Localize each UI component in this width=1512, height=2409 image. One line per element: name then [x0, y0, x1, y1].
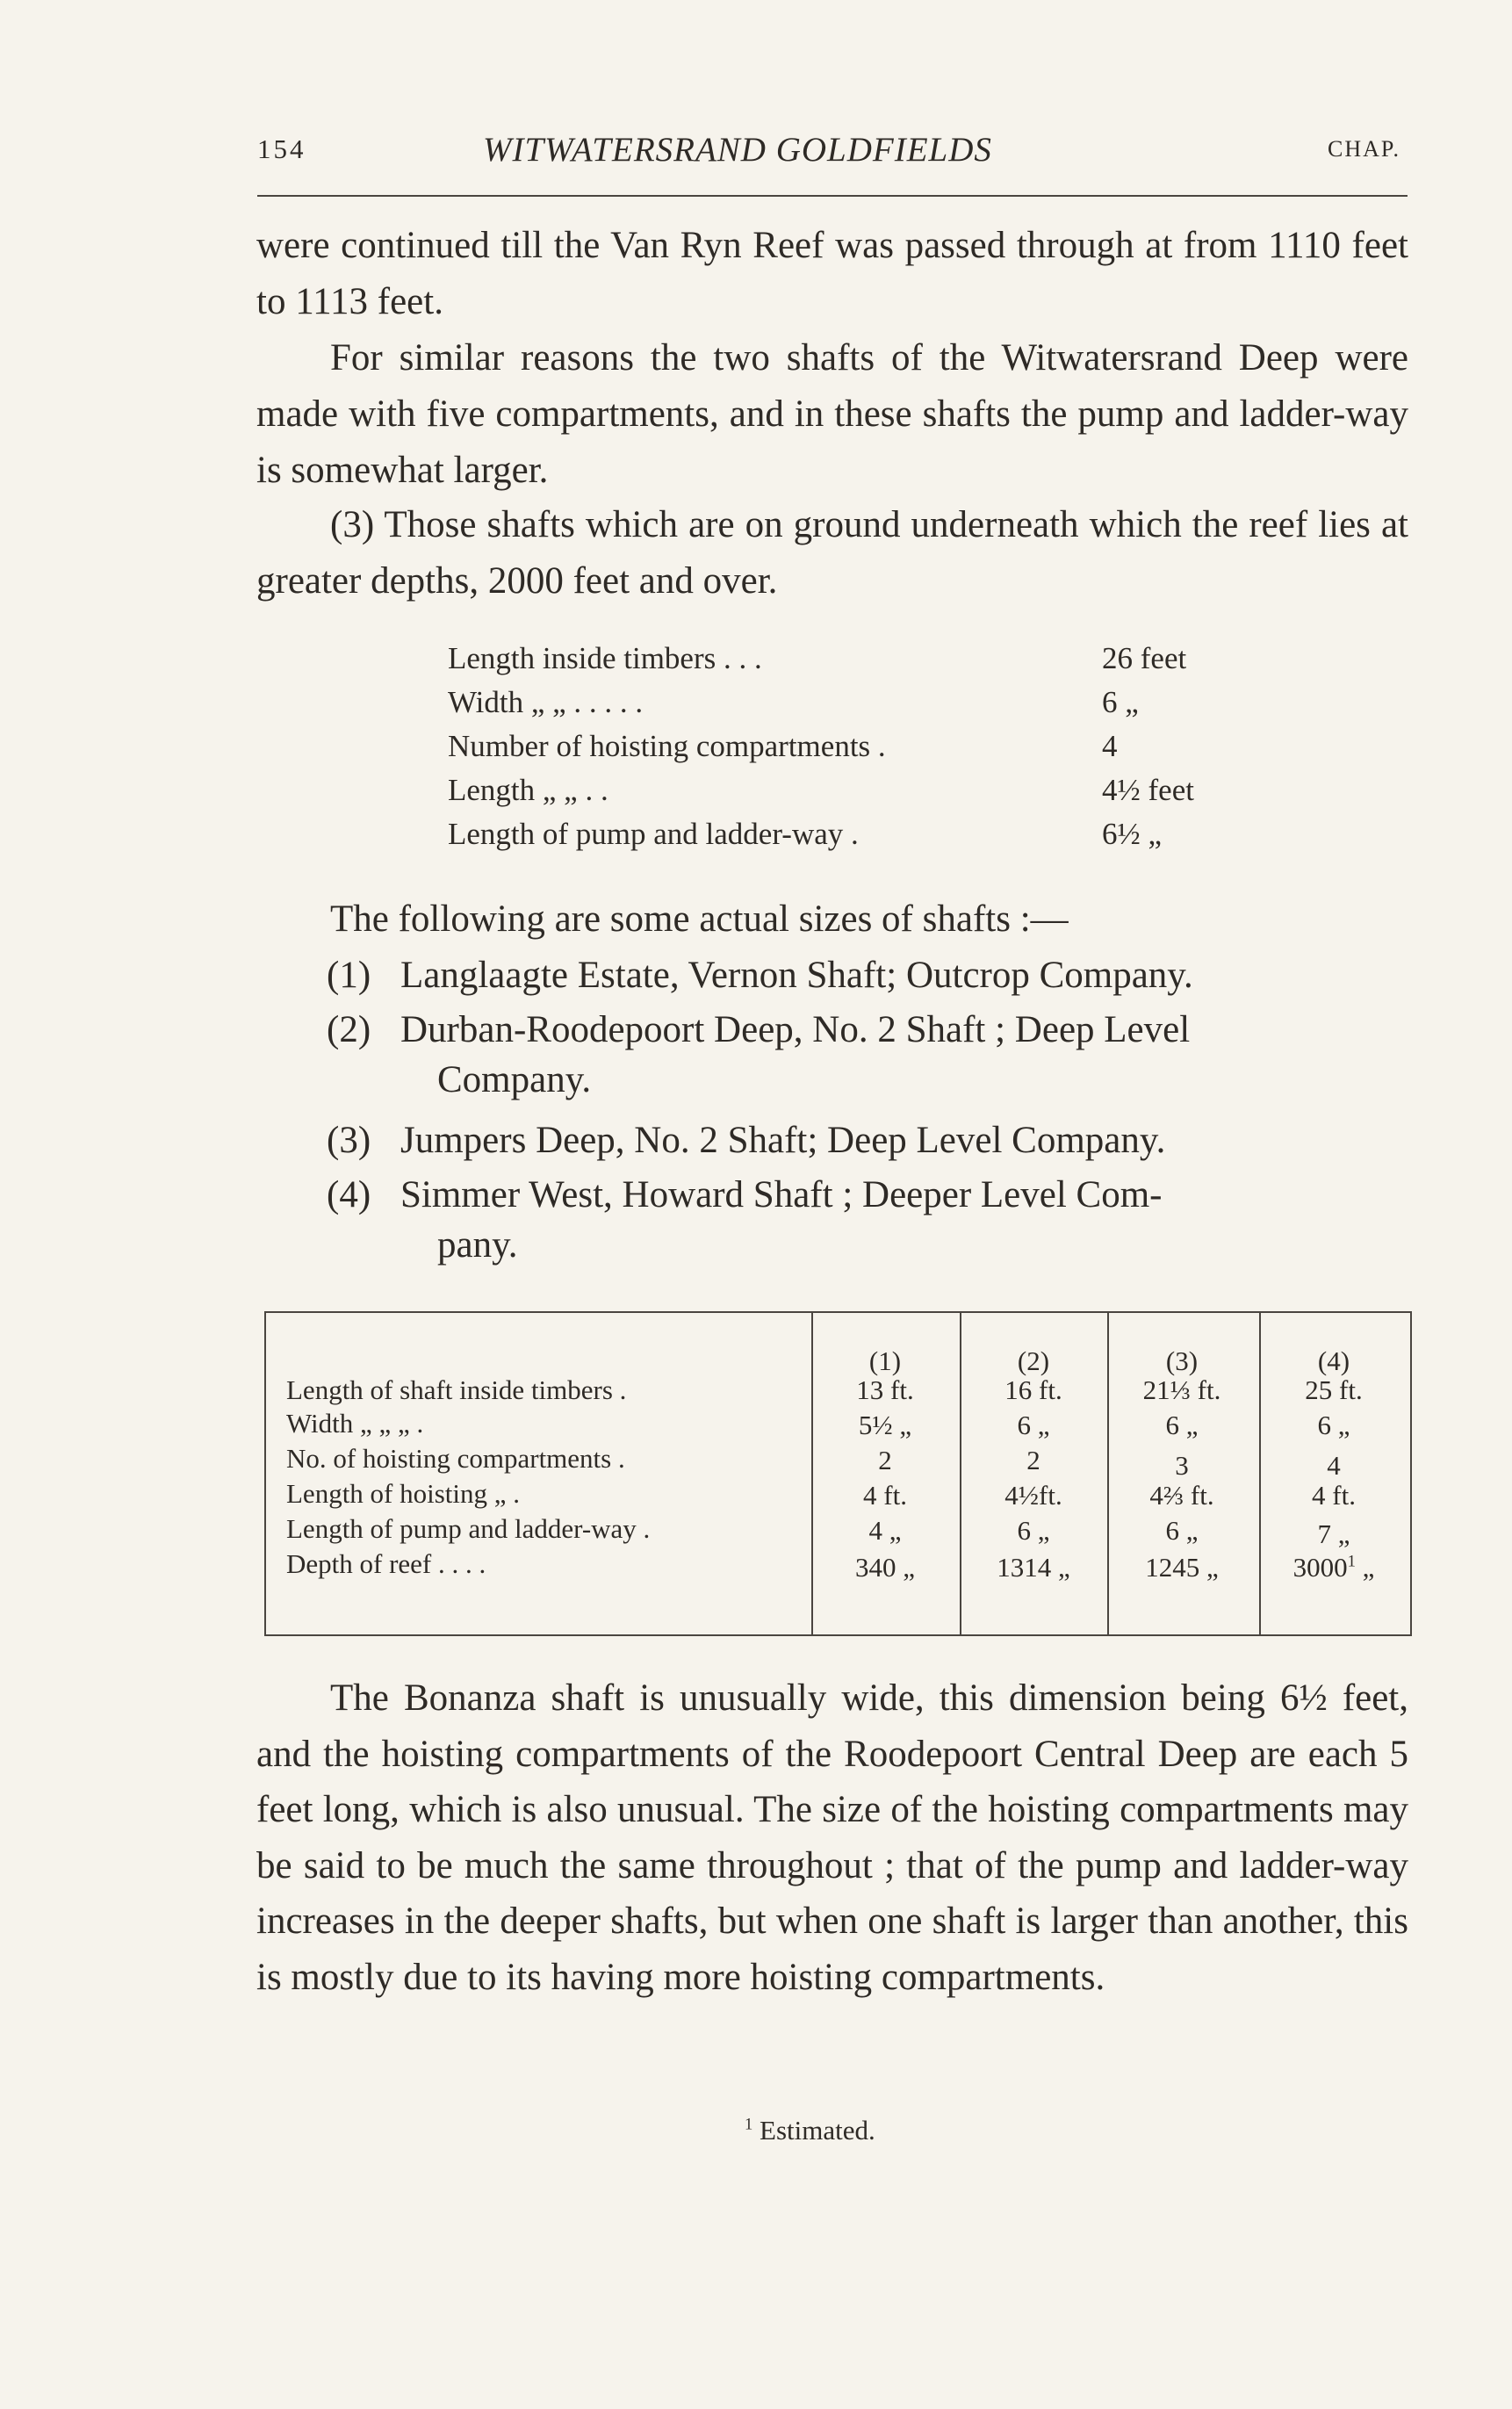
- footnote-marker: 1: [1347, 1552, 1356, 1571]
- table-cell: 4 ft.: [863, 1480, 907, 1511]
- dimension-value: 4½ feet: [1102, 773, 1194, 807]
- footnote-text: Estimated.: [760, 2115, 875, 2146]
- table-cell: 6 „: [1017, 1410, 1050, 1440]
- dimension-label: Width „ „ . . . . .: [448, 685, 644, 719]
- list-item: [327, 1168, 1408, 1223]
- table-row-label: Depth of reef . . . .: [286, 1548, 486, 1579]
- table-cell: 4: [1327, 1450, 1341, 1481]
- table-cell: 340 „: [854, 1552, 915, 1583]
- table-cell: 21⅓ ft.: [1142, 1374, 1221, 1405]
- dimension-value: 4: [1102, 729, 1118, 763]
- table-cell: 25 ft.: [1305, 1374, 1363, 1405]
- table-column-header: (3): [1165, 1345, 1199, 1376]
- table-row-label: No. of hoisting compartments .: [286, 1443, 625, 1474]
- table-column-divider: [1107, 1313, 1109, 1634]
- list-text: Langlaagte Estate, Vernon Shaft; Outcrop Company.: [400, 955, 1193, 996]
- table-column-header: (2): [1017, 1345, 1050, 1376]
- table-row-label: Length of pump and ladder-way .: [286, 1513, 651, 1544]
- list-item: [327, 1114, 1408, 1168]
- table-row-label: Length of hoisting „ .: [286, 1478, 521, 1509]
- table-cell: 2: [878, 1445, 892, 1475]
- table-column-divider: [811, 1313, 813, 1634]
- table-cell: 1245 „: [1145, 1552, 1219, 1583]
- paragraph-1: were continued till the Van Ryn Reef was passed through at from 1110 feet to 1113 feet.: [256, 225, 1408, 322]
- table-cell: 6 „: [1165, 1515, 1199, 1546]
- table-cell: 7 „: [1317, 1518, 1350, 1549]
- table-row-label: Length of shaft inside timbers .: [286, 1374, 627, 1405]
- dimension-value: 6 „: [1102, 685, 1139, 719]
- list-number: (1): [327, 955, 371, 996]
- table-cell: 6 „: [1317, 1410, 1350, 1440]
- shaft-sizes-table: [264, 1311, 1412, 1636]
- dimension-label: Length of pump and ladder-way .: [448, 817, 859, 851]
- paragraph-2-text: For similar reasons the two shafts of the Witwatersrand Deep were made with five compartments, and in these shafts the pump and ladder-way is somewhat larger.: [256, 337, 1408, 491]
- table-row-label: Width „ „ „ .: [286, 1408, 424, 1439]
- table-cell: 3: [1175, 1450, 1189, 1481]
- list-text: Durban-Roodepoort Deep, No. 2 Shaft ; Deep Level: [400, 1009, 1191, 1050]
- footnote-number: 1: [745, 2115, 753, 2134]
- list-number: (4): [327, 1174, 371, 1215]
- table-column-divider: [1259, 1313, 1261, 1634]
- list-text: Jumpers Deep, No. 2 Shaft; Deep Level Company.: [400, 1120, 1166, 1161]
- list-continuation: pany.: [437, 1224, 518, 1266]
- dimension-label: Length inside timbers . . .: [448, 641, 762, 675]
- list-text: Simmer West, Howard Shaft ; Deeper Level Com-: [400, 1174, 1163, 1215]
- table-cell: 1314 „: [997, 1552, 1070, 1583]
- table-border-right: [1410, 1313, 1412, 1634]
- footnote: [745, 2115, 875, 2146]
- table-cell: 4 ft.: [1312, 1480, 1356, 1511]
- table-cell-suffix: „: [1355, 1552, 1375, 1583]
- paragraph-3-text: (3) Those shafts which are on ground underneath which the reef lies at greater depths, 2000 feet and over.: [256, 504, 1408, 602]
- paragraph-2: [256, 330, 1408, 499]
- list-number: (3): [327, 1120, 371, 1161]
- table-cell: 13 ft.: [856, 1374, 914, 1405]
- table-cell: 16 ft.: [1004, 1374, 1062, 1405]
- table-cell: 5½ „: [858, 1410, 912, 1440]
- table-cell: 4⅔ ft.: [1149, 1480, 1214, 1511]
- table-cell: 4 „: [868, 1515, 902, 1546]
- table-column-header: (4): [1317, 1345, 1350, 1376]
- header-rule: [257, 195, 1408, 197]
- page-number: 154: [257, 133, 306, 164]
- table-cell: 6 „: [1017, 1515, 1050, 1546]
- table-cell: 6 „: [1165, 1410, 1199, 1440]
- dimension-value: 6½ „: [1102, 817, 1163, 851]
- paragraph-4-text: The following are some actual sizes of shafts :—: [330, 898, 1069, 940]
- dimension-label: Length „ „ . .: [448, 773, 608, 807]
- dimension-value: 26 feet: [1102, 641, 1187, 675]
- table-border-left: [264, 1313, 266, 1634]
- chapter-label: CHAP.: [1328, 136, 1400, 162]
- table-column-header: (1): [868, 1345, 902, 1376]
- running-title: WITWATERSRAND GOLDFIELDS: [483, 131, 992, 169]
- paragraph-3: [256, 497, 1408, 609]
- paragraph-5-text: The Bonanza shaft is unusually wide, this dimension being 6½ feet, and the hoisting compartments of the Roodepoort Central Deep are each 5 feet long, which is also unusual. The size of the hoisting compartments may be said to be much the same throughout ; that of the pump and ladder-way increases in the deeper shafts, but when one shaft is larger than another, this is mostly due to its having more hoisting compartments.: [256, 1677, 1408, 1998]
- paragraph-5: [256, 1670, 1408, 2005]
- list-continuation: Company.: [437, 1059, 592, 1100]
- list-number: (2): [327, 1009, 371, 1050]
- table-cell: 4½ft.: [1004, 1480, 1062, 1511]
- table-cell: [1264, 1552, 1404, 1583]
- table-cell-value: 3000: [1292, 1552, 1348, 1583]
- table-cell: 2: [1026, 1445, 1040, 1475]
- table-column-divider: [960, 1313, 961, 1634]
- list-item: [327, 1003, 1408, 1057]
- paragraph-4: [256, 891, 1408, 948]
- list-item: [327, 948, 1408, 1003]
- dimension-label: Number of hoisting compartments .: [448, 729, 886, 763]
